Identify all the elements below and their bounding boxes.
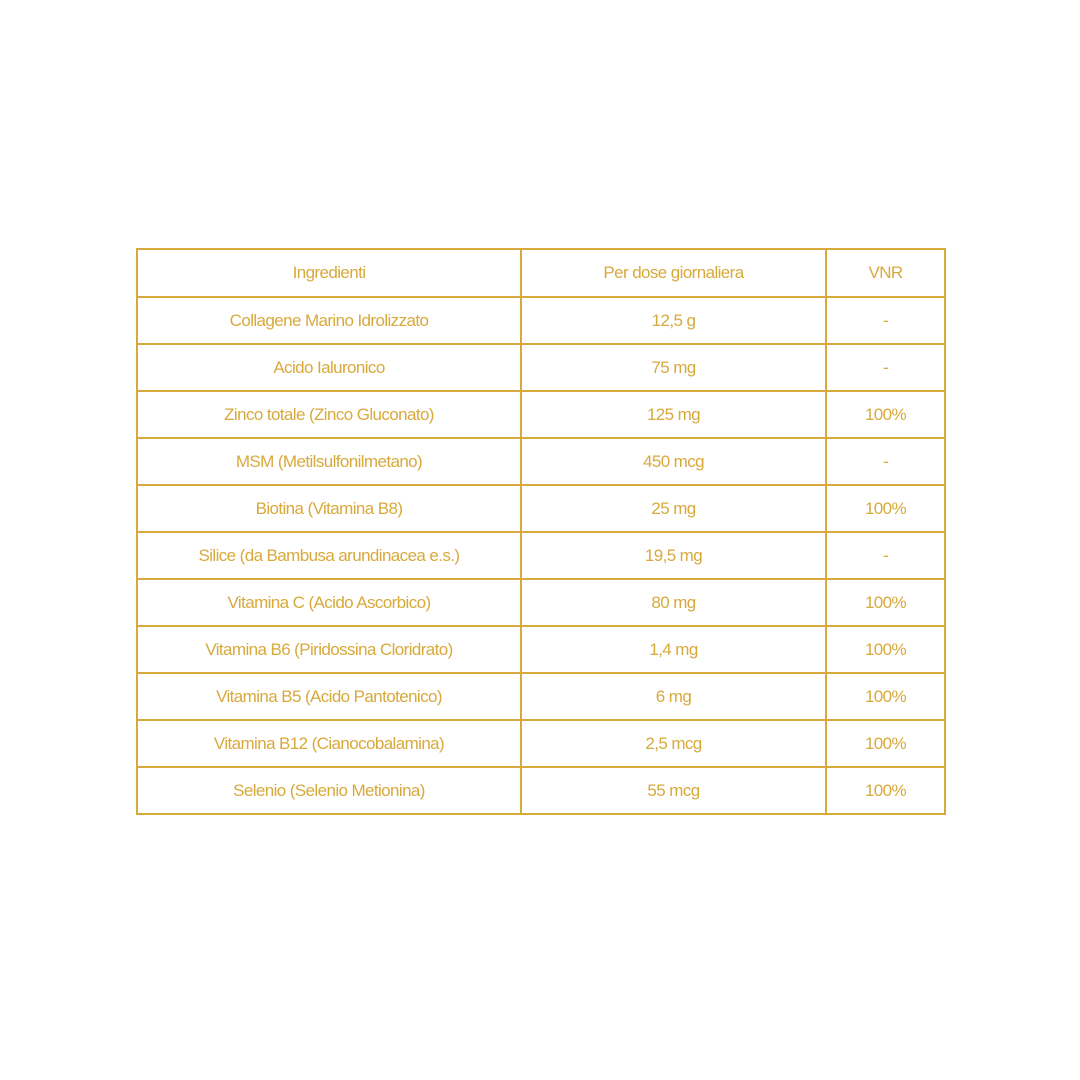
table-row [137, 391, 945, 438]
table-row [137, 438, 945, 485]
ingredient-cell: Vitamina B5 (Acido Pantotenico) [137, 673, 521, 720]
dose-cell: 450 mcg [521, 438, 826, 485]
table-row [137, 532, 945, 579]
vnr-cell: - [826, 438, 945, 485]
header-ingredients: Ingredienti [137, 249, 521, 297]
dose-cell: 2,5 mcg [521, 720, 826, 767]
nutrition-table [136, 248, 946, 815]
ingredient-cell: Zinco totale (Zinco Gluconato) [137, 391, 521, 438]
table-row [137, 767, 945, 814]
table-body [137, 297, 945, 814]
ingredient-cell: Collagene Marino Idrolizzato [137, 297, 521, 344]
table-row [137, 673, 945, 720]
vnr-cell: 100% [826, 485, 945, 532]
table-row [137, 626, 945, 673]
ingredient-cell: Acido Ialuronico [137, 344, 521, 391]
header-vnr: VNR [826, 249, 945, 297]
dose-cell: 25 mg [521, 485, 826, 532]
ingredient-cell: Vitamina B12 (Cianocobalamina) [137, 720, 521, 767]
dose-cell: 1,4 mg [521, 626, 826, 673]
ingredient-cell: Biotina (Vitamina B8) [137, 485, 521, 532]
vnr-cell: - [826, 532, 945, 579]
vnr-cell: - [826, 297, 945, 344]
vnr-cell: - [826, 344, 945, 391]
vnr-cell: 100% [826, 579, 945, 626]
table-row [137, 485, 945, 532]
dose-cell: 6 mg [521, 673, 826, 720]
vnr-cell: 100% [826, 673, 945, 720]
dose-cell: 55 mcg [521, 767, 826, 814]
nutrition-table-container [136, 248, 944, 815]
ingredient-cell: MSM (Metilsulfonilmetano) [137, 438, 521, 485]
ingredient-cell: Selenio (Selenio Metionina) [137, 767, 521, 814]
dose-cell: 80 mg [521, 579, 826, 626]
vnr-cell: 100% [826, 767, 945, 814]
vnr-cell: 100% [826, 391, 945, 438]
dose-cell: 12,5 g [521, 297, 826, 344]
vnr-cell: 100% [826, 720, 945, 767]
dose-cell: 125 mg [521, 391, 826, 438]
table-row [137, 720, 945, 767]
table-row [137, 297, 945, 344]
header-row [137, 249, 945, 297]
dose-cell: 75 mg [521, 344, 826, 391]
ingredient-cell: Silice (da Bambusa arundinacea e.s.) [137, 532, 521, 579]
dose-cell: 19,5 mg [521, 532, 826, 579]
header-daily-dose: Per dose giornaliera [521, 249, 826, 297]
ingredient-cell: Vitamina C (Acido Ascorbico) [137, 579, 521, 626]
table-header [137, 249, 945, 297]
table-row [137, 579, 945, 626]
vnr-cell: 100% [826, 626, 945, 673]
ingredient-cell: Vitamina B6 (Piridossina Cloridrato) [137, 626, 521, 673]
table-row [137, 344, 945, 391]
